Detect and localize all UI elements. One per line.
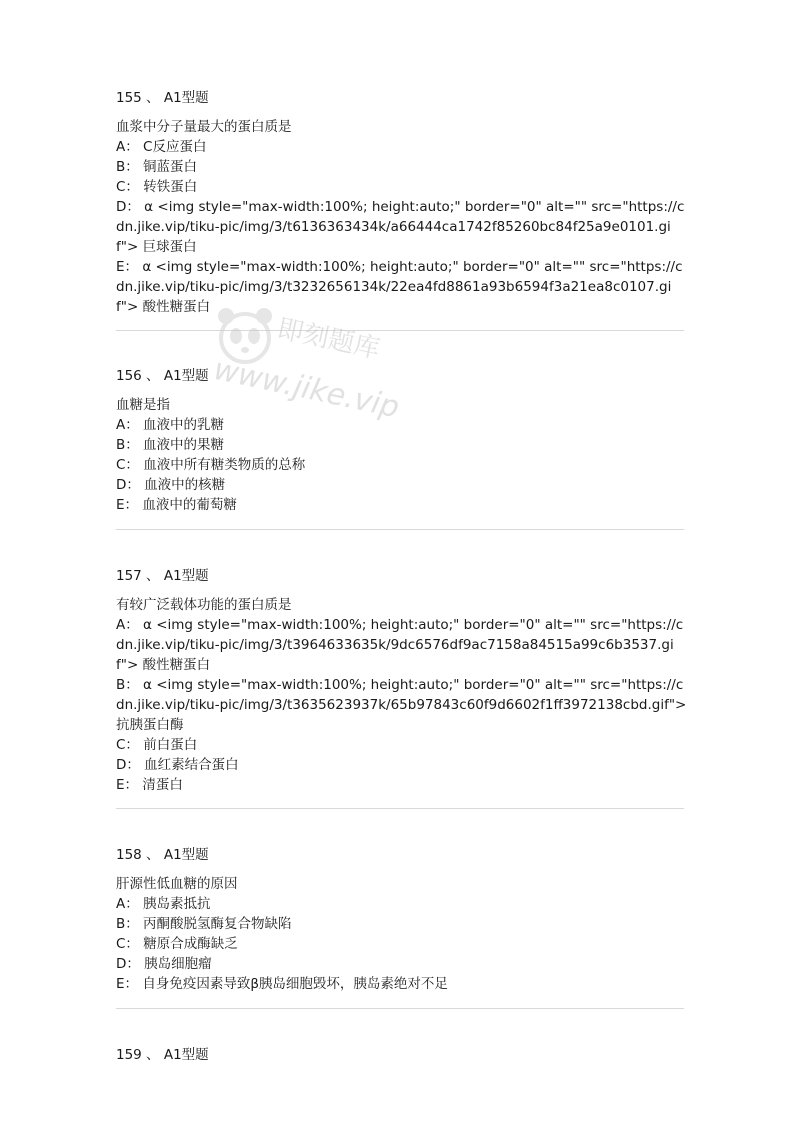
option-b: B： 铜蓝蛋白 <box>116 159 198 175</box>
option-a: A： 胰岛素抵抗 <box>116 896 211 912</box>
question-stem: 血浆中分子量最大的蛋白质是 <box>116 119 292 135</box>
option-e: E： 清蛋白 <box>116 777 183 793</box>
option-d: D： α <img style="max-width:100%; height:auto;" border="0" alt="" src="https://cdn.jike.vip/tiku-pic/img/3/t6136363434k/a66444ca1742f85260bc84f25a9e0101.gif"> 巨球蛋白 <box>116 199 685 255</box>
question-stem: 有较广泛载体功能的蛋白质是 <box>116 597 292 613</box>
option-a: A： α <img style="max-width:100%; height:auto;" border="0" alt="" src="https://cdn.jike.vip/tiku-pic/img/3/t3964633635k/9dc6576df9ac7158a84515a99c6b3537.gif"> 酸性糖蛋白 <box>116 617 684 673</box>
option-c: C： 糖原合成酶缺乏 <box>116 936 238 952</box>
question-156 <box>116 366 688 515</box>
divider <box>116 529 684 530</box>
question-header: 155 、 A1型题 <box>116 90 209 106</box>
option-c: C： 前白蛋白 <box>116 737 198 753</box>
question-header: 156 、 A1型题 <box>116 368 209 384</box>
question-header: 158 、 A1型题 <box>116 847 209 863</box>
divider <box>116 1008 684 1009</box>
watermark-brand: 即刻题库 <box>274 313 383 365</box>
question-header: 157 、 A1型题 <box>116 568 209 584</box>
divider <box>116 808 684 809</box>
question-157 <box>116 566 688 795</box>
option-d: D： 血液中的核糖 <box>116 477 226 493</box>
question-stem: 血糖是指 <box>116 397 170 413</box>
question-159 <box>116 1045 688 1074</box>
option-d: D： 血红素结合蛋白 <box>116 757 239 773</box>
option-e: E： 自身免疫因素导致β胰岛细胞毁坏，胰岛素绝对不足 <box>116 976 448 992</box>
watermark-url: www.jike.vip <box>210 352 403 426</box>
option-e: E： 血液中的葡萄糖 <box>116 497 237 513</box>
option-a: A： C反应蛋白 <box>116 139 207 155</box>
option-c: C： 血液中所有糖类物质的总称 <box>116 457 306 473</box>
question-155 <box>116 88 688 317</box>
option-d: D： 胰岛细胞瘤 <box>116 956 212 972</box>
option-b: B： α <img style="max-width:100%; height:auto;" border="0" alt="" src="https://cdn.jike.vip/tiku-pic/img/3/t3635623937k/65b97843c60f9d6602f1ff3972138cbd.gif"> 抗胰蛋白酶 <box>116 677 687 733</box>
option-b: B： 丙酮酸脱氢酶复合物缺陷 <box>116 916 292 932</box>
question-158 <box>116 845 688 994</box>
option-c: C： 转铁蛋白 <box>116 179 198 195</box>
option-e: E： α <img style="max-width:100%; height:auto;" border="0" alt="" src="https://cdn.jike.vip/tiku-pic/img/3/t3232656134k/22ea4fd8861a93b6594f3a21ea8c0107.gif"> 酸性糖蛋白 <box>116 259 683 315</box>
option-a: A： 血液中的乳糖 <box>116 417 225 433</box>
question-header: 159 、 A1型题 <box>116 1047 209 1063</box>
question-stem: 肝源性低血糖的原因 <box>116 876 238 892</box>
divider <box>116 330 684 331</box>
option-b: B： 血液中的果糖 <box>116 437 225 453</box>
